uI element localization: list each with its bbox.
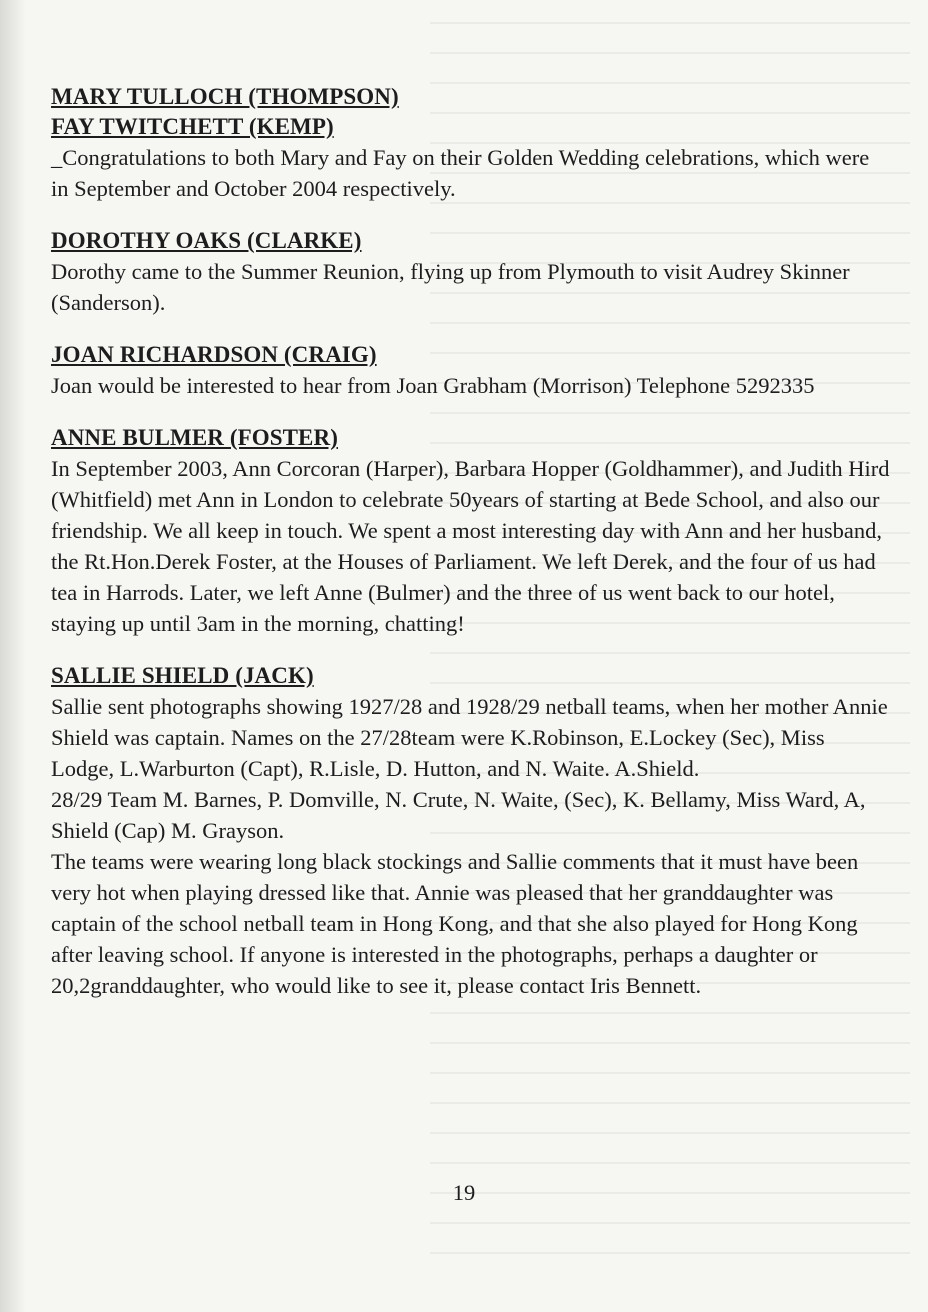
section-heading: DOROTHY OAKS (CLARKE)	[51, 228, 362, 253]
section-paragraph: Joan would be interested to hear from Joan Grabham (Morrison) Telephone 5292335	[51, 373, 815, 398]
section-dorothy-oaks	[51, 226, 891, 318]
section-anne-bulmer	[51, 423, 891, 639]
section-heading: ANNE BULMER (FOSTER)	[51, 425, 338, 450]
section-paragraph: _Congratulations to both Mary and Fay on their Golden Wedding celebrations, which were in September and October 2004 respectively.	[51, 145, 870, 201]
section-heading: MARY TULLOCH (THOMPSON)	[51, 84, 399, 109]
page-edge-shadow	[0, 0, 26, 1312]
newsletter-page-content	[51, 82, 891, 1023]
section-paragraph: 28/29 Team M. Barnes, P. Domville, N. Crute, N. Waite, (Sec), K. Bellamy, Miss Ward, A, Shield (Cap) M. Grayson.	[51, 787, 866, 843]
page-number: 19	[452, 1180, 476, 1205]
section-paragraph: In September 2003, Ann Corcoran (Harper), Barbara Hopper (Goldhammer), and Judith Hird (Whitfield) met Ann in London to celebrate 50years of starting at Bede School, and also our friendship. We all keep in touch. We spent a most interesting day with Ann and her husband, the Rt.Hon.Derek Foster, at the Houses of Parliament. We left Derek, and the four of us had tea in Harrods. Later, we left Anne (Bulmer) and the three of us went back to our hotel, staying up until 3am in the morning, chatting!	[51, 456, 890, 636]
section-heading: JOAN RICHARDSON (CRAIG)	[51, 342, 377, 367]
section-paragraph: Dorothy came to the Summer Reunion, flying up from Plymouth to visit Audrey Skinner (Sanderson).	[51, 259, 850, 315]
section-heading: FAY TWITCHETT (KEMP)	[51, 114, 334, 139]
section-joan-richardson	[51, 340, 891, 401]
section-paragraph: Sallie sent photographs showing 1927/28 and 1928/29 netball teams, when her mother Annie Shield was captain. Names on the 27/28team were K.Robinson, E.Lockey (Sec), Miss Lodge, L.Warburton (Capt), R.Lisle, D. Hutton, and N. Waite. A.Shield.	[51, 694, 888, 781]
section-heading: SALLIE SHIELD (JACK)	[51, 663, 314, 688]
section-mary-fay	[51, 82, 891, 204]
section-paragraph: The teams were wearing long black stockings and Sallie comments that it must have been very hot when playing dressed like that. Annie was pleased that her granddaughter was captain of the school netball team in Hong Kong, and that she also played for Hong Kong after leaving school. If anyone is interested in the photographs, perhaps a daughter or 20,2granddaughter, who would like to see it, please contact Iris Bennett.	[51, 849, 859, 998]
section-sallie-shield	[51, 661, 891, 1001]
